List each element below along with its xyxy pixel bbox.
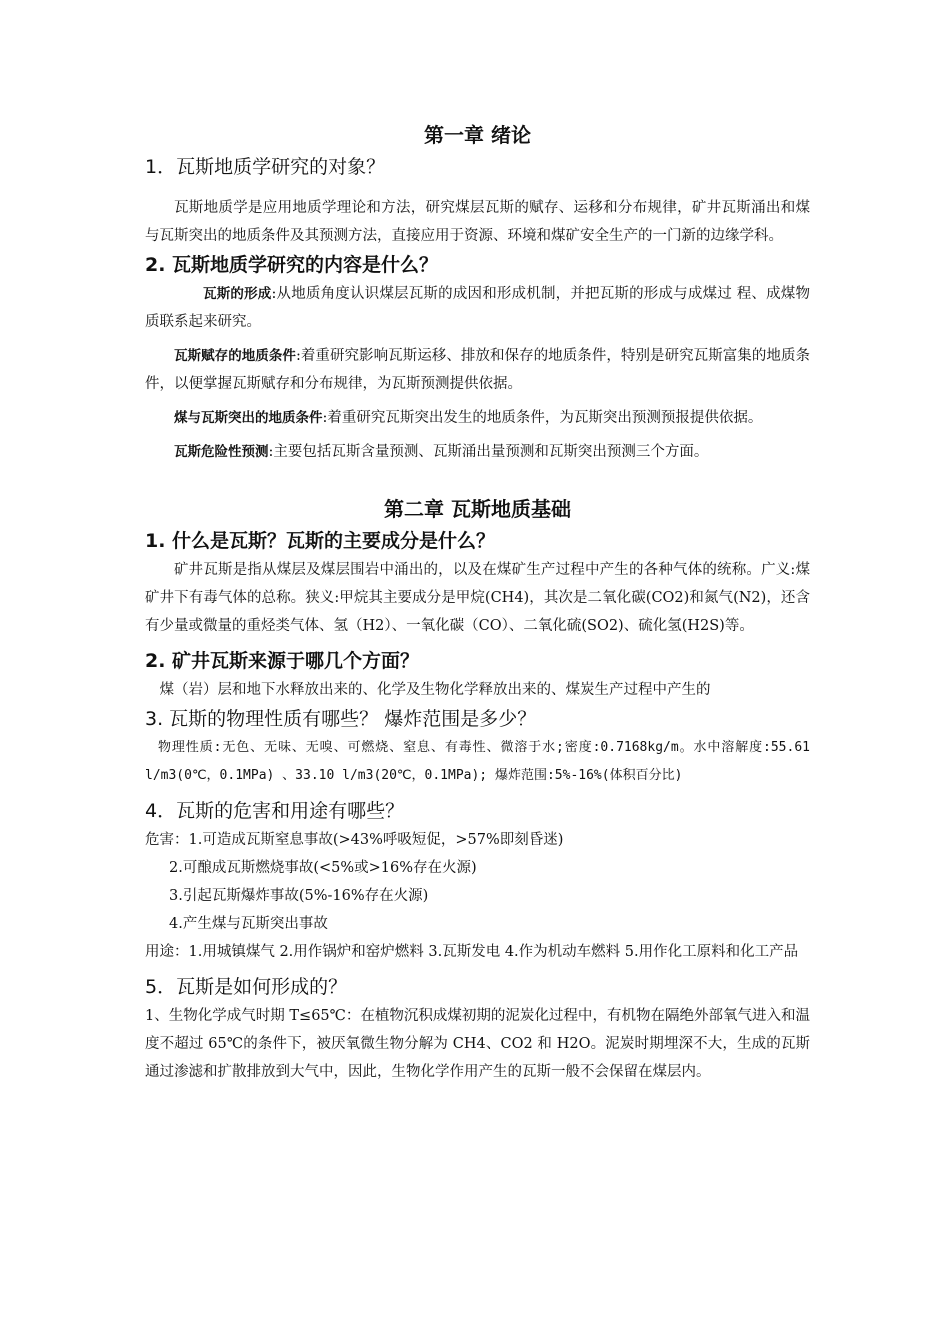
ch1-question-2: 2. 瓦斯地质学研究的内容是什么？ [145,254,439,276]
ch1-question-1: 1．瓦斯地质学研究的对象？ [145,156,386,178]
ch1-item-text: :主要包括瓦斯含量预测、瓦斯涌出量预测和瓦斯突出预测三个方面。 [268,444,709,460]
chapter-2-title: 第二章 瓦斯地质基础 [384,497,571,521]
ch1-item-term: 瓦斯的形成 [203,286,272,302]
ch2-harm-2: 2.可酿成瓦斯燃烧事故(<5%或>16%存在火源) [169,860,477,876]
ch1-item-text: :着重研究瓦斯突出发生的地质条件，为瓦斯突出预测预报提供依据。 [322,410,763,426]
chapter-1-title: 第一章 绪论 [424,123,531,147]
ch2-harm-3: 3.引起瓦斯爆炸事故(5%-16%存在火源) [169,888,429,904]
ch2-question-3: 3. 瓦斯的物理性质有哪些？ 爆炸范围是多少？ [145,708,537,730]
ch1-item-text: :从地质角度认识煤层瓦斯的成因和形成机制，并把瓦斯的形成与成煤过 程、成煤物质联系起来研究。 [145,286,810,330]
ch2-question-4: 4．瓦斯的危害和用途有哪些？ [145,800,405,822]
ch2-uses: 用途：1.用城镇煤气 2.用作锅炉和窑炉燃料 3.瓦斯发电 4.作为机动车燃料 5.用作化工原料和化工产品 [145,944,799,960]
ch2-answer-5: 1、生物化学成气时期 T≤65℃：在植物沉积成煤初期的泥炭化过程中，有机物在隔绝外部氧气进入和温度不超过 65℃的条件下，被厌氧微生物分解为 CH4、CO2 和 H2O。泥炭时期埋深不大，生成的瓦斯通过渗滤和扩散排放到大气中，因此，生物化学作用产生的瓦斯一般不会保留在煤层内。 [145,1008,810,1080]
ch2-harm-1: 危害：1.可造成瓦斯窒息事故(>43%呼吸短促，>57%即刻昏迷) [145,832,564,848]
ch2-answer-3: 物理性质:无色、无味、无嗅、可燃烧、窒息、有毒性、微溶于水;密度:0.7168kg/m。水中溶解度:55.61 l/m3(0℃，0.1MPa) 、33.10 l/m3(20℃，0.1MPa); 爆炸范围:5%-16%(体积百分比) [145,740,810,783]
ch2-answer-2: 煤（岩）层和地下水释放出来的、化学及生物化学释放出来的、煤炭生产过程中产生的 [159,682,711,698]
ch1-item-outburst [145,404,810,432]
ch1-item-term: 煤与瓦斯突出的地质条件 [174,410,323,426]
ch1-item-occurrence [145,342,810,398]
ch1-item-prediction [145,438,810,466]
document-content [145,118,810,1086]
ch2-question-1: 1. 什么是瓦斯？瓦斯的主要成分是什么？ [145,530,496,552]
ch2-question-2: 2. 矿井瓦斯来源于哪几个方面？ [145,650,420,672]
ch2-answer-1: 矿井瓦斯是指从煤层及煤层围岩中涌出的，以及在煤矿生产过程中产生的各种气体的统称。广义:煤矿井下有毒气体的总称。狭义:甲烷其主要成分是甲烷(CH4)，其次是二氧化碳(CO2)和氮气(N2)，还含有少量或微量的重烃类气体、氢（H2）、一氧化碳（CO）、二氧化硫(SO2)、硫化氢(H2S)等。 [145,562,810,634]
ch1-item-term: 瓦斯危险性预测 [174,444,269,460]
ch1-item-text: :着重研究影响瓦斯运移、排放和保存的地质条件，特别是研究瓦斯富集的地质条件，以便掌握瓦斯赋存和分布规律，为瓦斯预测提供依据。 [145,348,810,392]
ch1-answer-1: 瓦斯地质学是应用地质学理论和方法，研究煤层瓦斯的赋存、运移和分布规律，矿井瓦斯涌出和煤与瓦斯突出的地质条件及其预测方法，直接应用于资源、环境和煤矿安全生产的一门新的边缘学科。 [145,200,810,244]
ch2-harm-4: 4.产生煤与瓦斯突出事故 [169,916,328,932]
ch2-question-5: 5．瓦斯是如何形成的？ [145,976,348,998]
ch1-item-term: 瓦斯赋存的地质条件 [174,348,296,364]
ch1-item-formation [145,280,810,336]
